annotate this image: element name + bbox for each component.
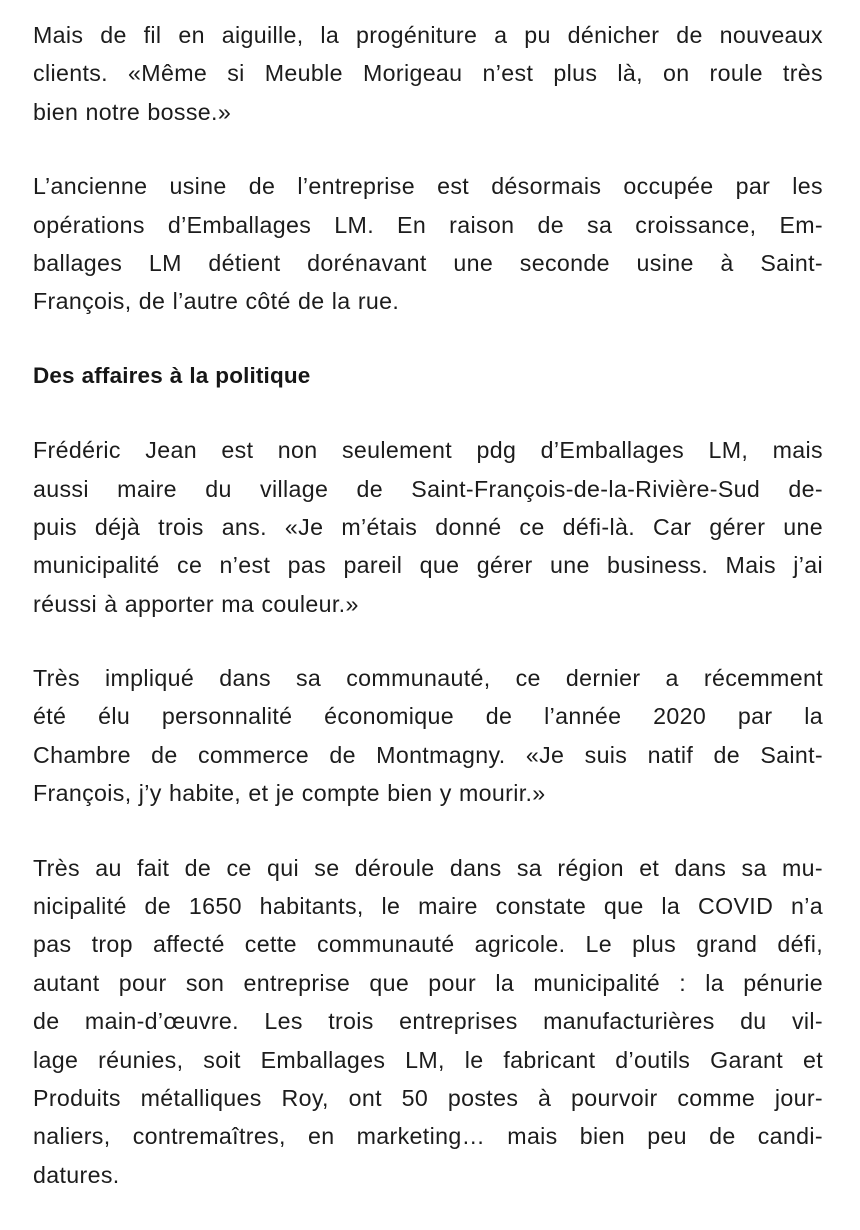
paragraph-line: L’ancienne usine de l’entreprise est désormais occupée par les <box>33 173 823 200</box>
paragraph-line: été élu personnalité économique de l’année 2020 par la <box>33 703 823 730</box>
paragraph-line: Très impliqué dans sa communauté, ce dernier a récemment <box>33 665 823 692</box>
paragraph-line: Très au fait de ce qui se déroule dans sa région et dans sa mu- <box>33 854 823 881</box>
paragraph <box>33 167 823 321</box>
paragraph-line: lage réunies, soit Emballages LM, le fabricant d’outils Garant et <box>33 1046 823 1073</box>
paragraph-line: de main-d’œuvre. Les trois entreprises manufacturières du vil- <box>33 1008 823 1035</box>
paragraph <box>33 431 823 623</box>
article-section-politics <box>33 431 823 1194</box>
paragraph-line: ballages LM détient dorénavant une seconde usine à Saint- <box>33 249 823 276</box>
paragraph <box>33 16 823 131</box>
paragraph-line: municipalité ce n’est pas pareil que gérer une business. Mais j’ai <box>33 552 823 579</box>
paragraph-line: naliers, contremaîtres, en marketing… mais bien peu de candi- <box>33 1123 823 1150</box>
paragraph-line: puis déjà trois ans. «Je m’étais donné ce défi-là. Car gérer une <box>33 513 823 540</box>
paragraph-line: pas trop affecté cette communauté agricole. Le plus grand défi, <box>33 931 823 958</box>
paragraph-line: aussi maire du village de Saint-François-de-la-Rivière-Sud de- <box>33 475 823 502</box>
article-body <box>33 16 823 1230</box>
paragraph-line: Produits métalliques Roy, ont 50 postes à pourvoir comme jour- <box>33 1084 823 1111</box>
paragraph <box>33 849 823 1195</box>
paragraph <box>33 659 823 813</box>
paragraph-line: François, j’y habite, et je compte bien y mourir.» <box>33 780 546 807</box>
paragraph-line: nicipalité de 1650 habitants, le maire constate que la COVID n’a <box>33 893 823 920</box>
paragraph-line: bien notre bosse.» <box>33 98 232 125</box>
article-section-intro <box>33 16 823 321</box>
section-heading: Des affaires à la politique <box>33 362 311 388</box>
paragraph-line: Chambre de commerce de Montmagny. «Je suis natif de Saint- <box>33 741 823 768</box>
paragraph-line: Mais de fil en aiguille, la progéniture a pu dénicher de nouveaux <box>33 22 823 48</box>
paragraph-line: autant pour son entreprise que pour la municipalité : la pénurie <box>33 969 823 996</box>
paragraph-line: clients. «Même si Meuble Morigeau n’est plus là, on roule très <box>33 60 823 87</box>
paragraph-line: François, de l’autre côté de la rue. <box>33 288 400 315</box>
paragraph-line: Frédéric Jean est non seulement pdg d’Emballages LM, mais <box>33 437 823 464</box>
paragraph-line: opérations d’Emballages LM. En raison de sa croissance, Em- <box>33 211 823 238</box>
paragraph-line: datures. <box>33 1161 120 1188</box>
paragraph-line: réussi à apporter ma couleur.» <box>33 590 359 617</box>
